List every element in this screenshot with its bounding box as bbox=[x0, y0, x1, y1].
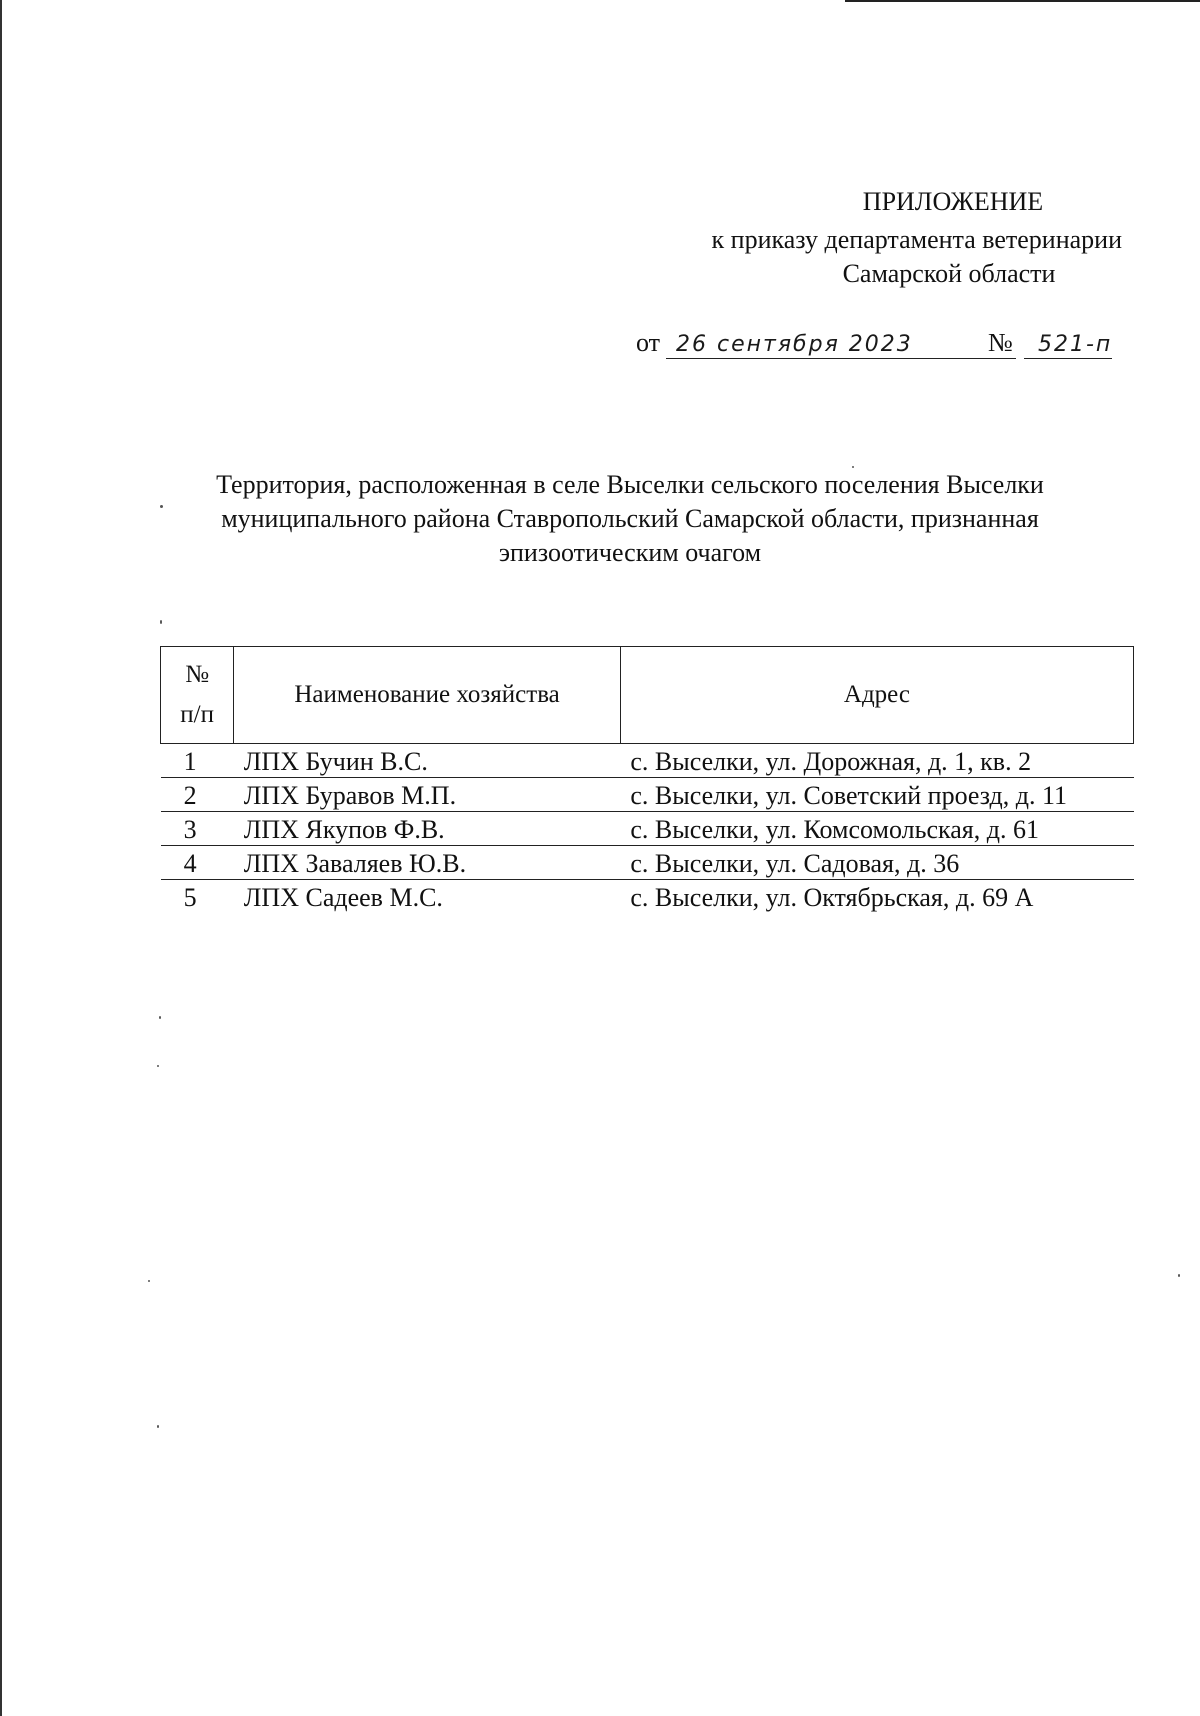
header-number-pp: п/п bbox=[180, 701, 214, 728]
row-farm-name: ЛПХ Буравов М.П. bbox=[234, 778, 621, 812]
table-row bbox=[161, 880, 1134, 914]
header-address: Адрес bbox=[620, 647, 1133, 744]
farms-table bbox=[160, 646, 1134, 913]
scan-speck bbox=[159, 1016, 161, 1019]
row-farm-name: ЛПХ Бучин В.С. bbox=[234, 744, 621, 778]
order-number-handwritten: 521-п bbox=[1038, 332, 1113, 357]
row-number: 4 bbox=[161, 846, 234, 880]
order-from-label: от bbox=[636, 328, 661, 357]
table-row bbox=[161, 812, 1134, 846]
row-farm-name: ЛПХ Якупов Ф.В. bbox=[234, 812, 621, 846]
row-number: 3 bbox=[161, 812, 234, 846]
appendix-line-order: к приказу департамента ветеринарии bbox=[711, 225, 1122, 254]
row-number: 2 bbox=[161, 778, 234, 812]
row-address: с. Выселки, ул. Советский проезд, д. 11 bbox=[620, 778, 1133, 812]
row-address: с. Выселки, ул. Дорожная, д. 1, кв. 2 bbox=[620, 744, 1133, 778]
row-address: с. Выселки, ул. Октябрьская, д. 69 А bbox=[630, 883, 1034, 912]
header-number-sign: № bbox=[185, 661, 210, 688]
heading-line: муниципального района Ставропольский Самарской области, признанная bbox=[221, 504, 1039, 533]
scan-speck bbox=[1178, 1274, 1180, 1277]
appendix-title: ПРИЛОЖЕНИЕ bbox=[862, 187, 1044, 216]
order-number-label: № bbox=[988, 328, 1013, 357]
table-row bbox=[161, 744, 1134, 778]
row-farm-name: ЛПХ Садеев М.С. bbox=[243, 883, 443, 912]
scan-edge-top bbox=[845, 0, 1200, 2]
header-farm-name: Наименование хозяйства bbox=[234, 647, 621, 744]
row-number: 5 bbox=[183, 883, 197, 912]
row-address: с. Выселки, ул. Садовая, д. 36 bbox=[620, 846, 1133, 880]
header-number bbox=[161, 647, 234, 744]
table-row bbox=[161, 846, 1134, 880]
scan-edge-left bbox=[0, 0, 2, 1716]
appendix-line-region: Самарской области bbox=[842, 259, 1056, 288]
scan-speck bbox=[157, 1425, 159, 1428]
scan-speck bbox=[160, 620, 162, 624]
row-farm-name: ЛПХ Заваляев Ю.В. bbox=[234, 846, 621, 880]
heading-line: Территория, расположенная в селе Выселки сельского поселения Выселки bbox=[216, 470, 1044, 499]
scan-speck bbox=[157, 1065, 159, 1067]
row-address: с. Выселки, ул. Комсомольская, д. 61 bbox=[620, 812, 1133, 846]
document-heading bbox=[160, 468, 1100, 570]
table-row bbox=[161, 778, 1134, 812]
table-header-row bbox=[161, 647, 1134, 744]
scan-speck bbox=[148, 1280, 150, 1282]
order-details bbox=[636, 326, 1136, 366]
row-number: 1 bbox=[161, 744, 234, 778]
heading-line: эпизоотическим очагом bbox=[498, 538, 762, 567]
order-date-handwritten: 26 сентября 2023 bbox=[676, 332, 913, 357]
